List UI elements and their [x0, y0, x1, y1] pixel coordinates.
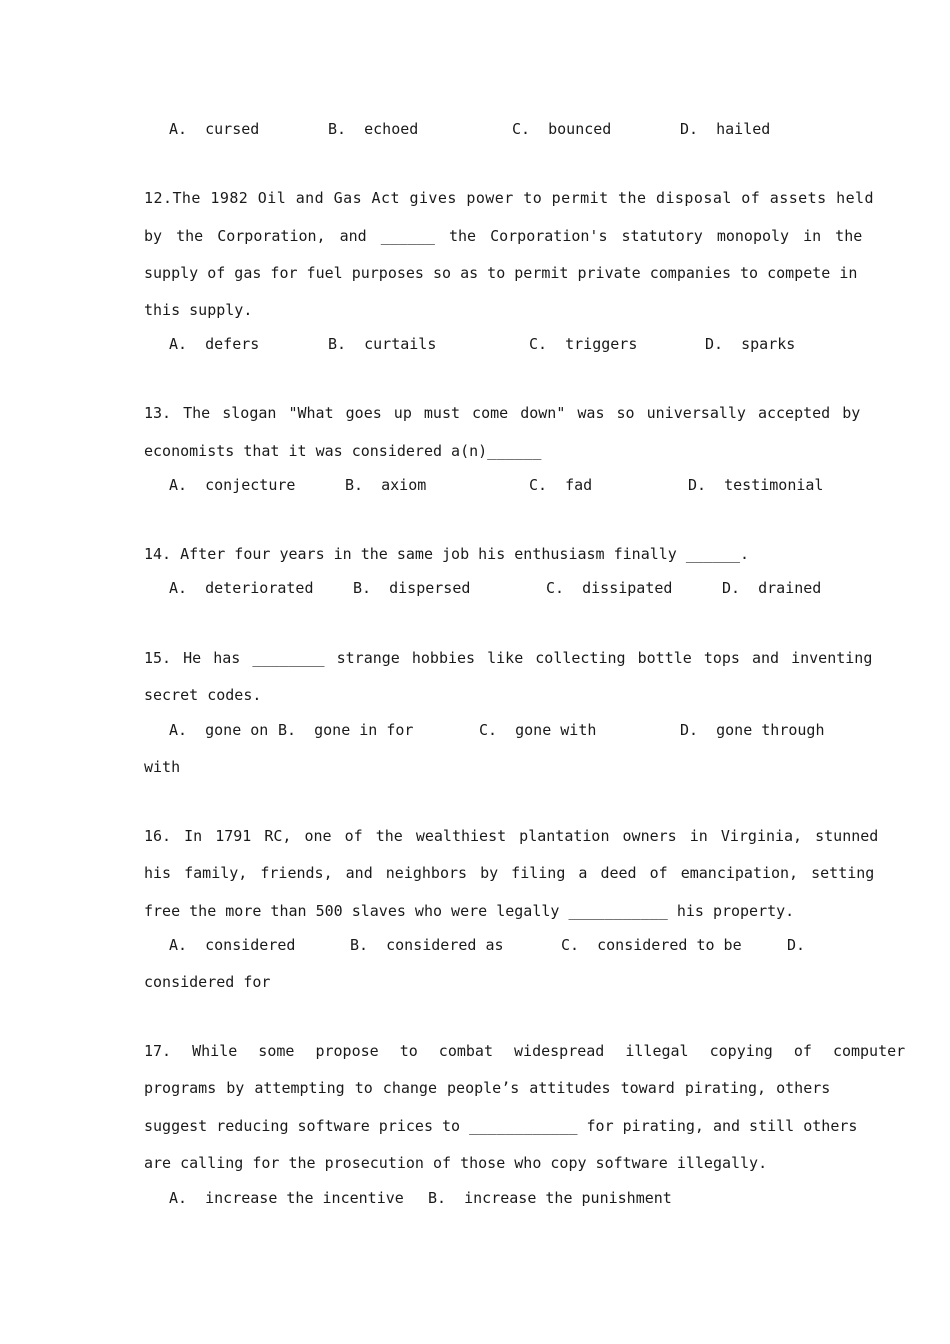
q16-line-3: free the more than 500 slaves who were legally ___________ his property. [144, 902, 795, 920]
q15-option-c: C. gone with [479, 721, 597, 739]
q17-line-1: 17. While some propose to combat widespread illegal copying of computer [144, 1042, 906, 1060]
q13-option-c: C. fad [529, 476, 593, 494]
q14-option-b: B. dispersed [353, 579, 471, 597]
q12-line-4: this supply. [144, 301, 253, 319]
q12-option-c: C. triggers [529, 335, 638, 353]
q17-option-b: B. increase the punishment [428, 1189, 672, 1207]
q15-option-b: B. gone in for [278, 721, 414, 739]
q14-option-d: D. drained [722, 579, 822, 597]
q12-line-2: by the Corporation, and ______ the Corporation's statutory monopoly in the [144, 227, 863, 245]
q16-option-c: C. considered to be [561, 936, 742, 954]
q12-option-a: A. defers [169, 335, 260, 353]
q17-line-3: suggest reducing software prices to ____________ for pirating, and still others [144, 1117, 858, 1135]
q12-line-3: supply of gas for fuel purposes so as to permit private companies to compete in [144, 264, 858, 282]
q15-line-2: secret codes. [144, 686, 262, 704]
q13-option-d: D. testimonial [688, 476, 824, 494]
q16-line-1: 16. In 1791 RC, one of the wealthiest plantation owners in Virginia, stunned [144, 827, 879, 845]
q14-option-c: C. dissipated [546, 579, 673, 597]
q13-option-b: B. axiom [345, 476, 427, 494]
q15-option-a: A. gone on [169, 721, 269, 739]
q11-option-c: C. bounced [512, 120, 612, 138]
q16-option-a: A. considered [169, 936, 296, 954]
q17-line-4: are calling for the prosecution of those who copy software illegally. [144, 1154, 768, 1172]
q13-option-a: A. conjecture [169, 476, 296, 494]
q13-line-2: economists that it was considered a(n)______ [144, 442, 542, 460]
q11-option-a: A. cursed [169, 120, 260, 138]
q12-line-1: 12.The 1982 Oil and Gas Act gives power to permit the disposal of assets held [144, 189, 875, 207]
q17-line-2: programs by attempting to change people’s attitudes toward pirating, others [144, 1079, 831, 1097]
q12-option-b: B. curtails [328, 335, 437, 353]
q15-line-1: 15. He has ________ strange hobbies like collecting bottle tops and inventing [144, 649, 873, 667]
q11-option-b: B. echoed [328, 120, 419, 138]
q11-option-d: D. hailed [680, 120, 771, 138]
q13-line-1: 13. The slogan "What goes up must come down" was so universally accepted by [144, 404, 861, 422]
q16-option-d-wrap: considered for [144, 973, 271, 991]
q14-option-a: A. deteriorated [169, 579, 314, 597]
q16-option-d: D. [787, 936, 806, 954]
q16-line-2: his family, friends, and neighbors by filing a deed of emancipation, setting [144, 864, 875, 882]
q15-option-d: D. gone through [680, 721, 825, 739]
q12-option-d: D. sparks [705, 335, 796, 353]
q15-option-d-wrap: with [144, 758, 181, 776]
q16-option-b: B. considered as [350, 936, 504, 954]
q17-option-a: A. increase the incentive [169, 1189, 404, 1207]
q14-line-1: 14. After four years in the same job his enthusiasm finally ______. [144, 545, 750, 563]
